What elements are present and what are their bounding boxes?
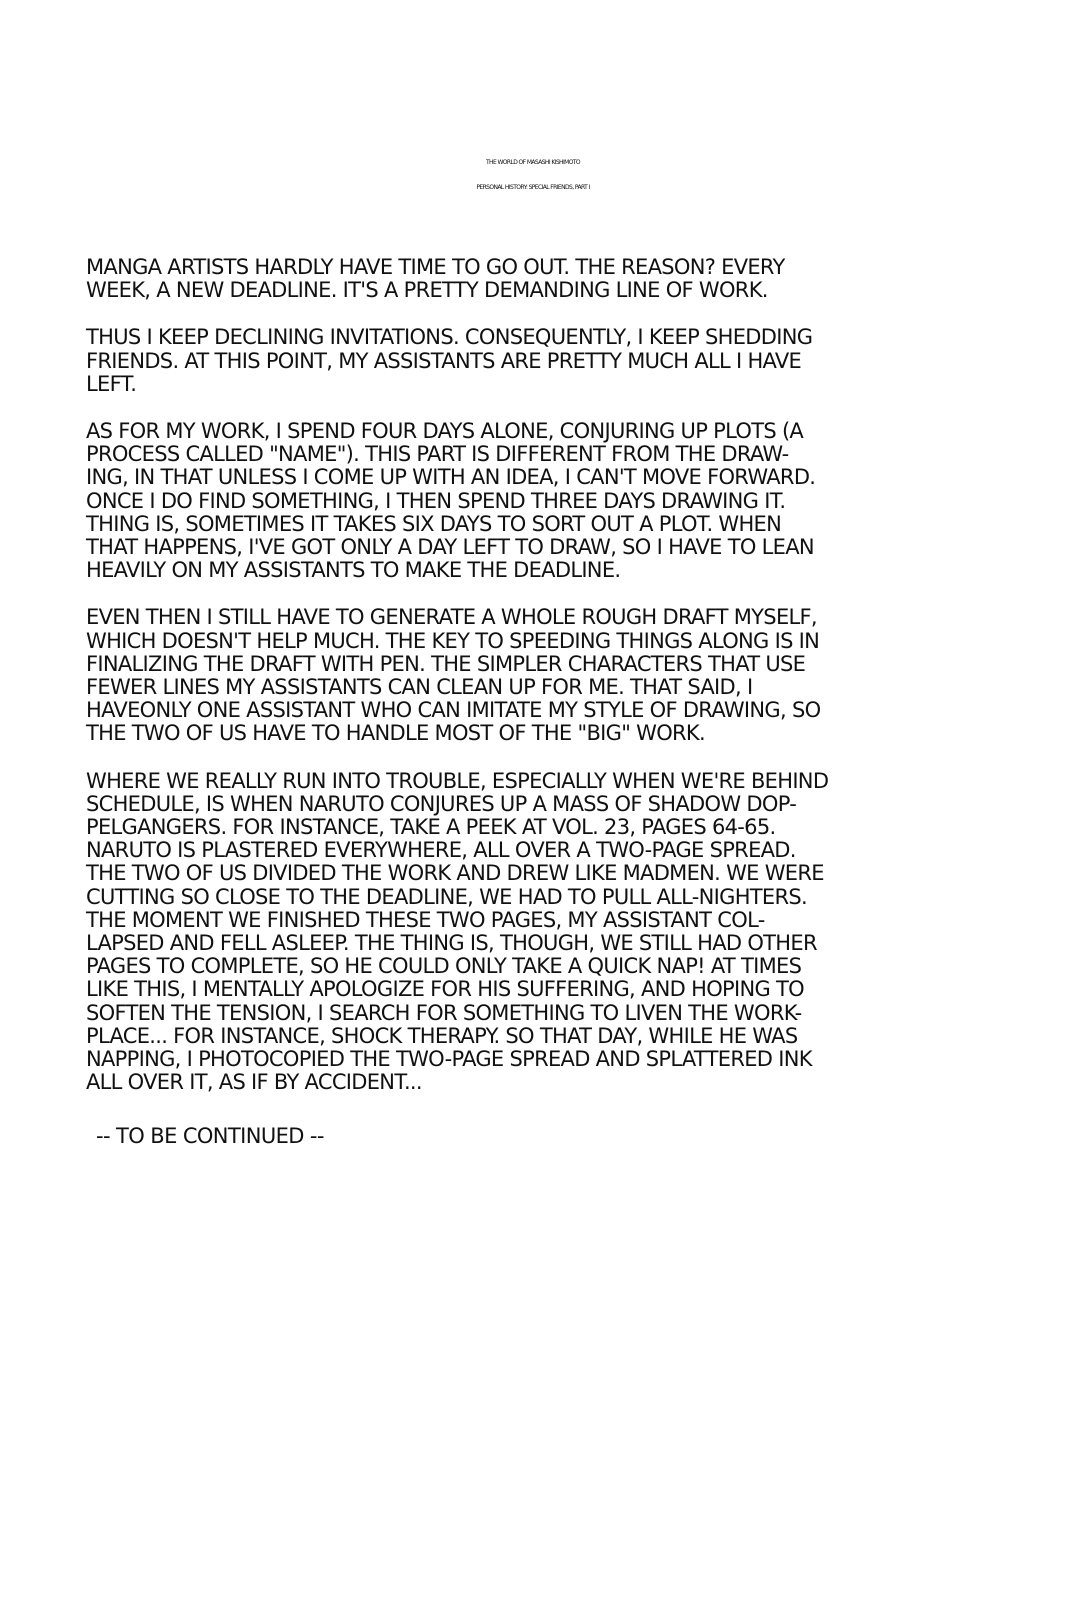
paragraph (86, 256, 986, 302)
text-line: THE TWO OF US DIVIDED THE WORK AND DREW LIKE MADMEN. WE WERE (86, 861, 824, 886)
text-line: PAGES TO COMPLETE, SO HE COULD ONLY TAKE A QUICK NAP! AT TIMES (86, 954, 802, 979)
text-line: NARUTO IS PLASTERED EVERYWHERE, ALL OVER A TWO-PAGE SPREAD. (86, 838, 796, 863)
text-line: SOFTEN THE TENSION, I SEARCH FOR SOMETHING TO LIVEN THE WORK- (86, 1000, 802, 1025)
text-line: THAT HAPPENS, I'VE GOT ONLY A DAY LEFT TO DRAW, SO I HAVE TO LEAN (86, 535, 814, 560)
text-line: WHICH DOESN'T HELP MUCH. THE KEY TO SPEEDING THINGS ALONG IS IN (86, 628, 820, 653)
text-line: EVEN THEN I STILL HAVE TO GENERATE A WHOLE ROUGH DRAFT MYSELF, (86, 605, 817, 630)
paragraph (86, 770, 986, 1095)
text-line: THUS I KEEP DECLINING INVITATIONS. CONSEQUENTLY, I KEEP SHEDDING (86, 325, 813, 350)
text-line: NAPPING, I PHOTOCOPIED THE TWO-PAGE SPREAD AND SPLATTERED INK (86, 1047, 812, 1072)
text-line: FINALIZING THE DRAFT WITH PEN. THE SIMPLER CHARACTERS THAT USE (86, 651, 806, 676)
text-line: ALL OVER IT, AS IF BY ACCIDENT... (86, 1070, 422, 1095)
text-line: PELGANGERS. FOR INSTANCE, TAKE A PEEK AT VOL. 23, PAGES 64-65. (86, 815, 776, 840)
text-line: THE MOMENT WE FINISHED THESE TWO PAGES, MY ASSISTANT COL- (86, 907, 765, 932)
paragraph (86, 326, 986, 396)
text-line: MANGA ARTISTS HARDLY HAVE TIME TO GO OUT. THE REASON? EVERY (86, 255, 785, 279)
paragraph (86, 420, 986, 582)
text-line: FRIENDS. AT THIS POINT, MY ASSISTANTS ARE PRETTY MUCH ALL I HAVE (86, 348, 802, 373)
text-line: HEAVILY ON MY ASSISTANTS TO MAKE THE DEADLINE. (86, 558, 621, 583)
text-line: PROCESS CALLED "NAME"). THIS PART IS DIFFERENT FROM THE DRAW- (86, 442, 789, 467)
text-line: LIKE THIS, I MENTALLY APOLOGIZE FOR HIS SUFFERING, AND HOPING TO (86, 977, 804, 1002)
text-line: WEEK, A NEW DEADLINE. IT'S A PRETTY DEMANDING LINE OF WORK. (86, 278, 768, 303)
text-line: LEFT. (86, 371, 137, 396)
page-title (0, 150, 1066, 200)
title-line-1: THE WORLD OF MASASHI KISHIMOTO (485, 159, 581, 166)
text-line: AS FOR MY WORK, I SPEND FOUR DAYS ALONE, CONJURING UP PLOTS (A (86, 419, 804, 444)
title-line-2: PERSONAL HISTORY: SPECIAL FRIENDS, PART I (476, 184, 590, 191)
text-line: SCHEDULE, IS WHEN NARUTO CONJURES UP A MASS OF SHADOW DOP- (86, 791, 797, 816)
text-line: PLACE... FOR INSTANCE, SHOCK THERAPY. SO THAT DAY, WHILE HE WAS (86, 1023, 798, 1048)
text-line: THING IS, SOMETIMES IT TAKES SIX DAYS TO SORT OUT A PLOT. WHEN (86, 511, 782, 536)
text-line: ING, IN THAT UNLESS I COME UP WITH AN IDEA, I CAN'T MOVE FORWARD. (86, 465, 816, 490)
text-line: FEWER LINES MY ASSISTANTS CAN CLEAN UP FOR ME. THAT SAID, I (86, 675, 753, 700)
to-be-continued-text: -- TO BE CONTINUED -- (96, 1124, 324, 1148)
text-line: WHERE WE REALLY RUN INTO TROUBLE, ESPECIALLY WHEN WE'RE BEHIND (86, 768, 829, 793)
body-text (86, 256, 986, 1119)
text-line: ONCE I DO FIND SOMETHING, I THEN SPEND THREE DAYS DRAWING IT. (86, 488, 786, 513)
text-line: CUTTING SO CLOSE TO THE DEADLINE, WE HAD TO PULL ALL-NIGHTERS. (86, 884, 807, 909)
text-line: LAPSED AND FELL ASLEEP. THE THING IS, THOUGH, WE STILL HAD OTHER (86, 931, 817, 956)
paragraph (86, 606, 986, 745)
text-line: HAVEONLY ONE ASSISTANT WHO CAN IMITATE MY STYLE OF DRAWING, SO (86, 698, 821, 723)
text-line: THE TWO OF US HAVE TO HANDLE MOST OF THE "BIG" WORK. (86, 721, 705, 746)
